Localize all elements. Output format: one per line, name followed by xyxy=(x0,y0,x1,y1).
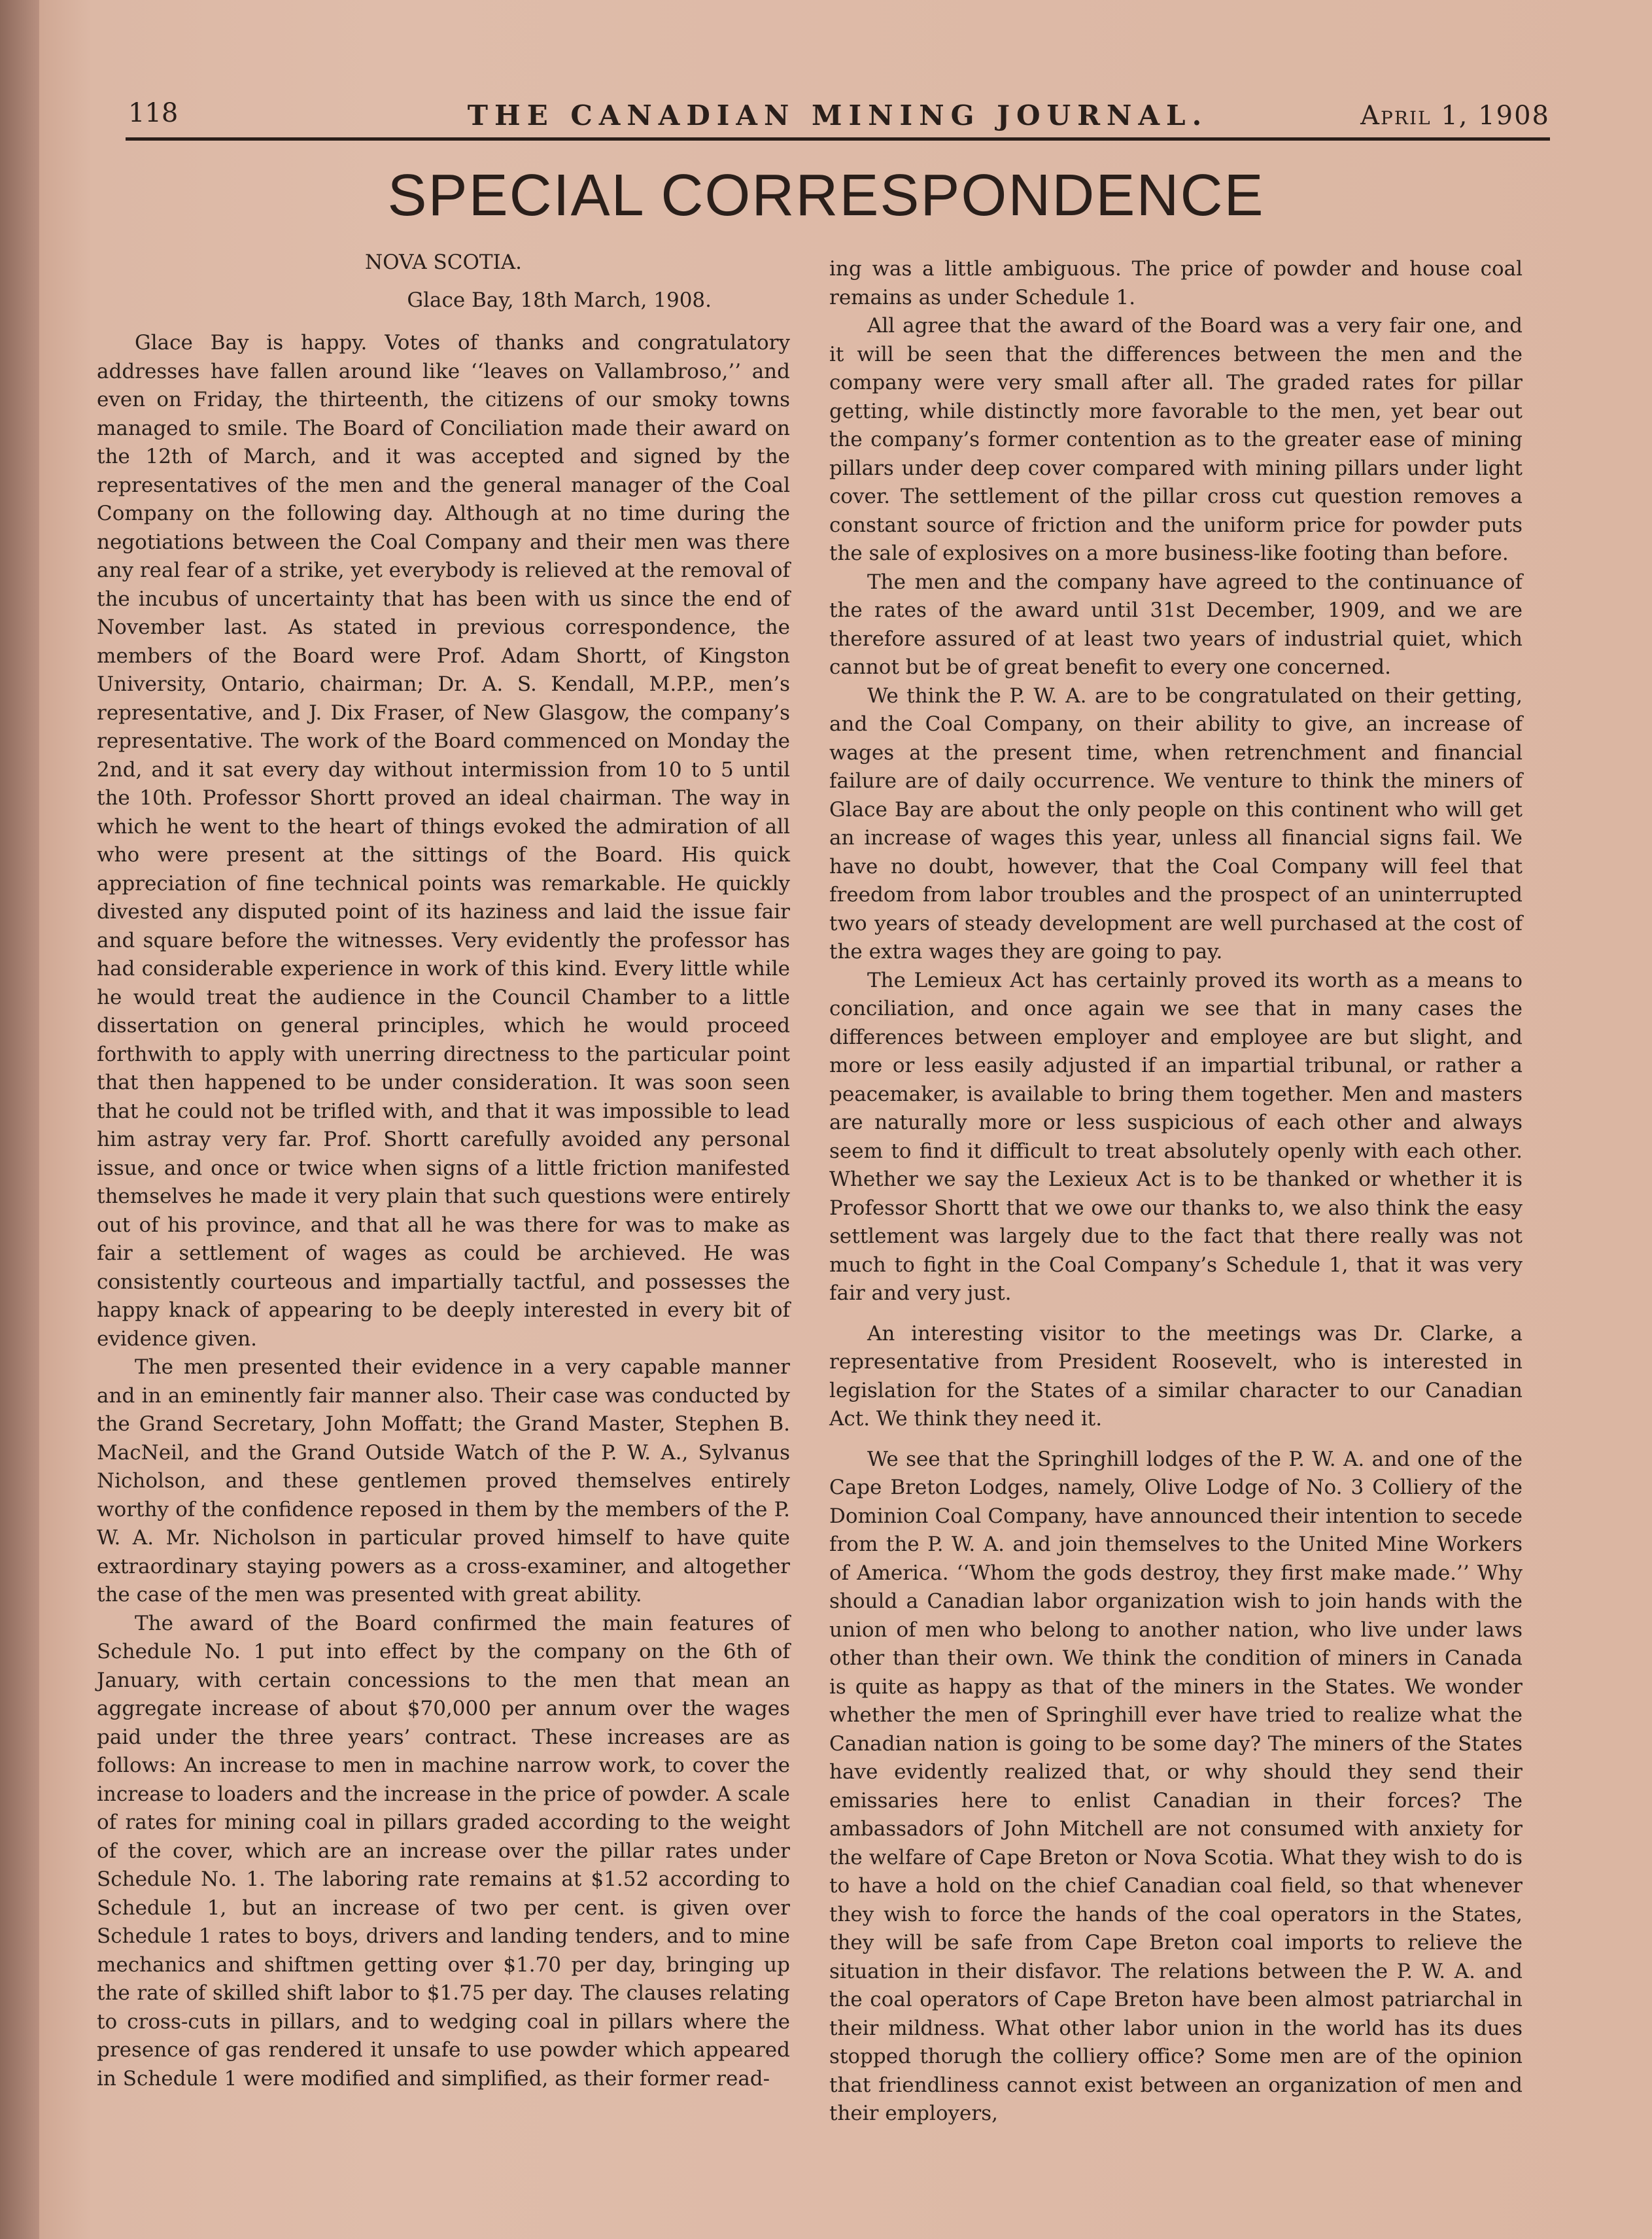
left-column xyxy=(97,249,790,2093)
issue-date: April 1, 1908 xyxy=(1360,101,1550,131)
paragraph: We think the P. W. A. are to be congratulated on their getting, and the Coal Company, on their ability to give, an increase of wages at the present time, when retrenchment and financial failure are of daily occurrence. We venture to think the miners of Glace Bay are about the only people on this continent who will get an increase of wages this year, unless all financial signs fail. We have no doubt, however, that the Coal Company will feel that freedom from labor troubles and the prospect of an uninterrupted two years of steady development are well purchased at the cost of the extra wages they are going to pay. xyxy=(829,684,1523,963)
paragraph: All agree that the award of the Board was a very fair one, and it will be seen that the differences between the men and the company were very small after all. The graded rates for pillar getting, while distinctly more favorable to the men, yet bear out the company’s former contention as to the greater ease of mining pillars under deep cover compared with mining pillars under light cover. The settlement of the pillar cross cut question removes a constant source of friction and the uniform price for powder puts the sale of explosives on a more business-like footing than before. xyxy=(829,314,1523,565)
paragraph: The award of the Board confirmed the main features of Schedule No. 1 put into effect by the company on the 6th of January, with certain concessions to the men that mean an aggregate increase of about $70,000 per annum over the wages paid under the three years’ contract. These increases are as follows: An increase to men in machine narrow work, to cover the increase to loaders and the increase in the price of powder. A scale of rates for mining coal in pillars graded according to the weight of the cover, which are an increase over the pillar rates under Schedule No. 1. The laboring rate remains at $1.52 according to Schedule 1, but an increase of two per cent. is given over Schedule 1 rates to boys, drivers and landing tenders, and to mine mechanics and shiftmen getting over $1.70 per day, bringing up the rate of skilled shift labor to $1.75 per day. The clauses relating to cross-cuts in pillars, and to wedging coal in pillars where the presence of gas rendered it unsafe to use powder which appeared in Schedule 1 were modified and simplified, as their former read- xyxy=(97,1611,790,2091)
paragraph: The men presented their evidence in a very capable manner and in an eminently fair manner also. Their case was conducted by the Grand Secretary, John Moffatt; the Grand Master, Stephen B. MacNeil, and the Grand Outside Watch of the P. W. A., Sylvanus Nicholson, and these gentlemen proved themselves entirely worthy of the confidence reposed in them by the members of the P. W. A. Mr. Nicholson in particular proved himself to have quite extraordinary staying powers as a cross-examiner, and altogether the case of the men was presented with great ability. xyxy=(97,1355,790,1606)
running-header xyxy=(126,98,1550,141)
paragraph: The men and the company have agreed to the continuance of the rates of the award until 31st December, 1909, and we are therefore assured of at least two years of industrial quiet, which cannot but be of great benefit to every one concerned. xyxy=(829,570,1523,679)
page-number: 118 xyxy=(128,98,179,128)
journal-title: THE CANADIAN MINING JOURNAL. xyxy=(467,99,1209,131)
region-heading: NOVA SCOTIA. xyxy=(364,251,523,274)
dateline: Glace Bay, 18th March, 1908. xyxy=(407,288,712,312)
paragraph: We see that the Springhill lodges of the P. W. A. and one of the Cape Breton Lodges, namely, Olive Lodge of No. 3 Colliery of the Dominion Coal Company, have announced their intention to secede from the P. W. A. and join themselves to the United Mine Workers of America. ‘‘Whom the gods destroy, they first make made.’’ Why should a Canadian labor organization wish to join hands with the union of men who belong to another nation, who live under laws other than their own. We think the condition of miners in Canada is quite as happy as that of the miners in the States. We wonder whether the men of Springhill ever have tried to realize what the Canadian nation is going to be some day? The miners of the States have evidently realized that, or why should they send their emissaries here to enlist Canadian in their forces? The ambassadors of John Mitchell are not consumed with anxiety for the welfare of Cape Breton or Nova Scotia. What they wish to do is to have a hold on the chief Canadian coal field, so that whenever they wish to force the hands of the coal operators in the States, they will be safe from Cape Breton coal imports to relieve the situation in their disfavor. The relations between the P. W. A. and the coal operators of Cape Breton have been almost patriarchal in their mildness. What other labor union in the world has its dues stopped thorugh the colliery office? Some men are of the opinion that friendliness cannot exist between an organization of men and their employers, xyxy=(829,1447,1523,2125)
section-title: SPECIAL CORRESPONDENCE xyxy=(387,163,1265,228)
page-binding-edge xyxy=(0,0,39,2239)
paragraph: Glace Bay is happy. Votes of thanks and congratulatory addresses have fallen around like ‘‘leaves on Vallambroso,’’ and even on Friday, the thirteenth, the citizens of our smoky towns managed to smile. The Board of Conciliation made their award on the 12th of March, and it was accepted and signed by the representatives of the men and the general manager of the Coal Company on the following day. Although at no time during the negotiations between the Coal Company and their men was there any real fear of a strike, yet everybody is relieved at the removal of the incubus of uncertainty that has been with us since the end of November last. As stated in previous correspondence, the members of the Board were Prof. Adam Shortt, of Kingston University, Ontario, chairman; Dr. A. S. Kendall, M.P.P., men’s representative, and J. Dix Fraser, of New Glasgow, the company’s representative. The work of the Board commenced on Monday the 2nd, and it sat every day without intermission from 10 to 5 until the 10th. Professor Shortt proved an ideal chairman. The way in which he went to the heart of things evoked the admiration of all who were present at the sittings of the Board. His quick appreciation of fine technical points was remarkable. He quickly divested any disputed point of its haziness and laid the issue fair and square before the witnesses. Very evidently the professor has had considerable experience in work of this kind. Every little while he would treat the audience in the Council Chamber to a little dissertation on general principles, which he would proceed forthwith to apply with unerring directness to the particular point that then happened to be under consideration. It was soon seen that he could not be trifled with, and that it was impossible to lead him astray very far. Prof. Shortt carefully avoided any personal issue, and once or twice when signs of a little friction manifested themselves he made it very plain that such questions were entirely out of his province, and that all he was there for was to make as fair a settlement of wages as could be archieved. He was consistently courteous and impartially tactful, and possesses the happy knack of appearing to be deeply interested in every bit of evidence given. xyxy=(97,331,791,1351)
right-column xyxy=(829,255,1523,2128)
paragraph-continued: ing was a little ambiguous. The price of powder and house coal remains as under Schedule 1. xyxy=(829,257,1523,309)
paragraph: An interesting visitor to the meetings was Dr. Clarke, a representative from President Roosevelt, who is interested in legislation for the States of a similar character to our Canadian Act. We think they need it. xyxy=(829,1321,1523,1431)
paragraph: The Lemieux Act has certainly proved its worth as a means to conciliation, and once again we see that in many cases the differences between employer and employee are but slight, and more or less easily adjusted if an impartial tribunal, or rather a peacemaker, is available to bring them together. Men and masters are naturally more or less suspicious of each other and always seem to find it difficult to treat absolutely openly with each other. Whether we say the Lexieux Act is to be thanked or whether it is Professor Shortt that we owe our thanks to, we also think the easy settlement was largely due to the fact that there really was not much to fight in the Coal Company’s Schedule 1, that it was very fair and very just. xyxy=(829,968,1523,1305)
